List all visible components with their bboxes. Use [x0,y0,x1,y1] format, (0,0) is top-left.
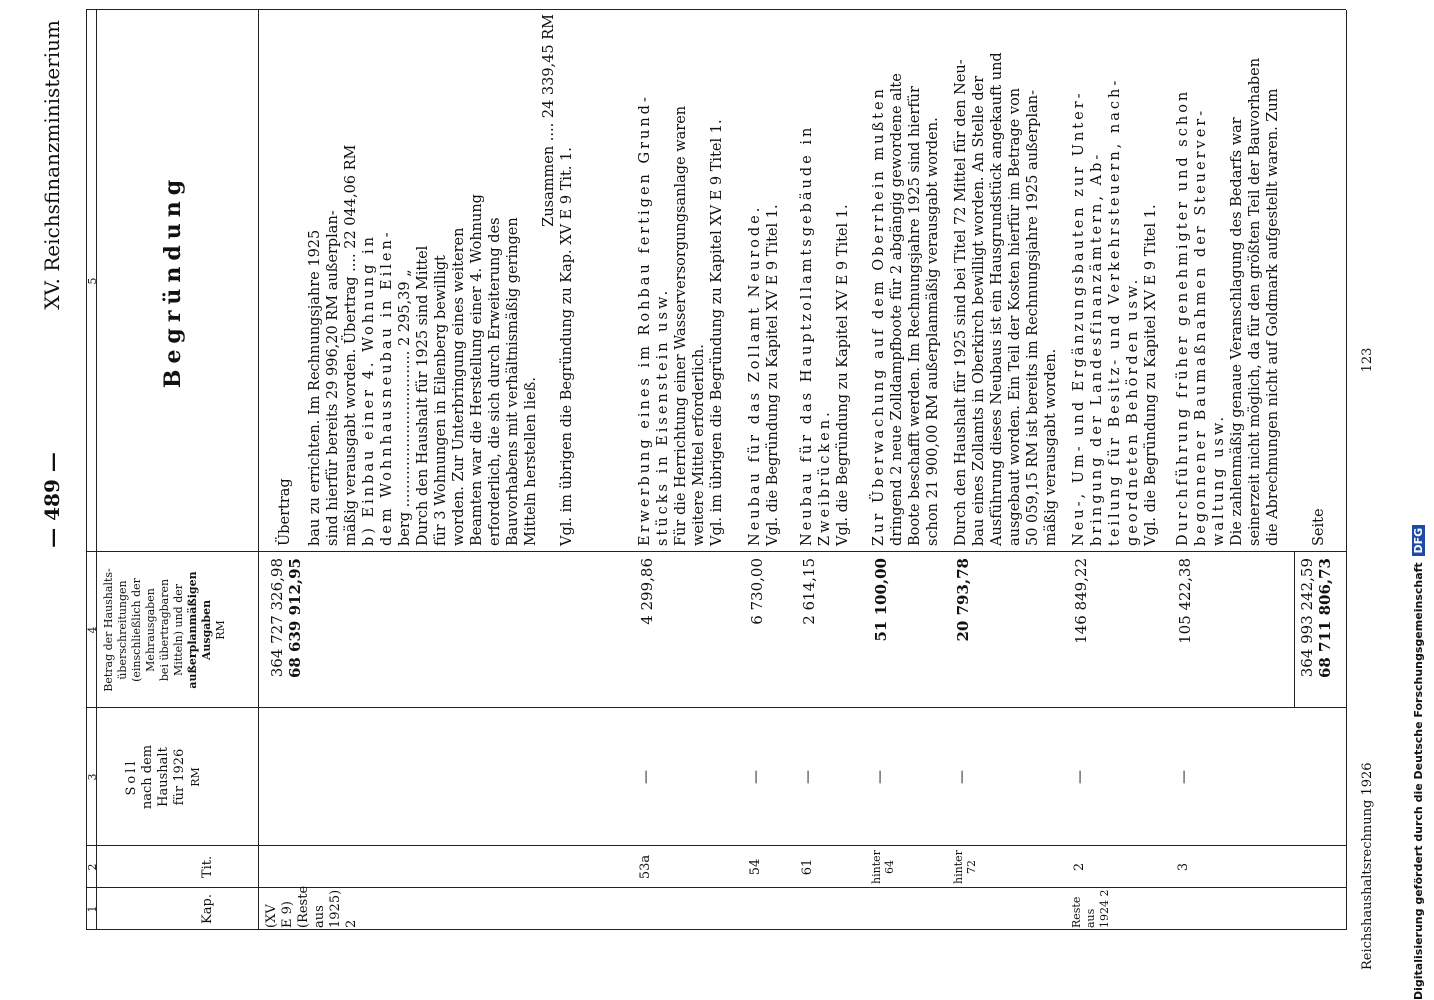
ministry-heading: XV. Reichsfinanzministerium [40,20,64,310]
row-line: b) Einbau einer 4. Wohnung in [361,234,377,546]
row-tit: 61 [800,858,815,876]
row-soll: — [872,770,888,784]
bottom-rule [1346,10,1347,930]
row-line: Neubau für das Zollamt Neurode. [747,204,763,546]
row-line: ausgebaut worden. Ein Teil der Kosten hierfür im Betrage von [1007,87,1023,546]
row-line: Vgl. im übrigen die Begründung zu Kapitel XV E 9 Titel 1. [709,119,725,546]
row-line: Vgl. die Begründung zu Kapitel XV E 9 Titel 1. [835,204,851,546]
row-line: stücks in Eisenstein usw. [655,287,671,546]
row-amount: 146 849,22 [1072,558,1090,644]
row-line: geordneten Behörden usw. [1125,276,1141,546]
row-line: Durch den Haushalt für 1925 sind Mittel [415,245,431,546]
header-betrag-line: Betrag der Haushalts- [102,568,115,692]
total-amount-1: 364 993 242,59 [1298,558,1316,678]
header-soll [124,708,204,846]
row-line: erforderlich, die sich durch Erweiterung des [487,217,503,546]
row-line: Durch den Haushalt für 1925 sind bei Titel 72 Mittel für den Neu- [953,59,969,546]
header-betrag-line: bei übertragbaren [158,578,171,682]
row-soll: — [1072,770,1088,784]
col-divider [86,9,1346,10]
row-soll: — [800,770,816,784]
carry-kap-line: 2 [344,919,359,928]
row-soll: — [1176,770,1192,784]
row-line: Erwerbung eines im Rohbau fertigen Grund- [637,94,653,546]
row-line: Zusammen .... 24 339,45 RM [541,14,557,227]
row-line: die Abrechnungen nicht auf Goldmark aufgestellt waren. Zum [1265,88,1281,546]
row-line: mäßig verausgabt worden. [1043,348,1059,546]
row-line: Vgl. im übrigen die Begründung zu Kap. XV E 9 Tit. 1. [559,147,575,546]
row-line: Zweibrücken. [817,409,833,546]
row-line: Vgl. die Begründung zu Kapitel XV E 9 Titel 1. [1143,204,1159,546]
header-betrag-line: Ausgaben [200,599,213,661]
row-line: begonnener Baumaßnahmen der Steuerver- [1193,107,1209,546]
footer-page: 123 [1360,347,1375,373]
header-kap: Kap. [200,894,215,924]
digitization-credit [1408,0,1434,1000]
header-betrag-line: (einschließlich der [130,578,143,682]
row-line: Für die Herrichtung einer Wasserversorgungsanlage waren [673,105,689,546]
row-line: schon 21 900,00 RM außerplanmäßig verausgabt worden. [925,117,941,546]
header-betrag-line: Mitteln) und der [172,583,185,677]
col-divider [86,551,1346,552]
col-number: 5 [86,277,99,285]
carry-kap-line: E 9) [280,901,295,928]
row-text [1174,14,1282,546]
row-amount: 6 730,00 [748,558,766,625]
row-amount: 4 299,86 [638,558,656,625]
row-line: bau eines Zollamts in Oberkirch bewilligt worden. An Stelle der [971,75,987,546]
row-line: mäßig verausgabt worden. Übertrag .... 22 044,06 RM [343,144,359,546]
row-line: worden. Zur Unterbringung eines weiteren [451,227,467,546]
row-soll: — [748,770,764,784]
row-soll: — [638,770,654,784]
row-text [306,14,576,546]
row-line: sind hierfür bereits 29 996,20 RM außerplan- [325,210,341,546]
header-begruendung: Begründung [160,173,186,389]
row-tit: 2 [1072,862,1087,872]
carry-kap-line: (XV [264,904,279,928]
col-number: 2 [86,863,99,871]
carry-amount-1: 364 727 326,98 [268,558,286,678]
row-line: weitere Mittel erforderlich. [691,344,707,546]
row-line: dem Wohnhausneubau in Eilen- [379,229,395,546]
row-soll: — [954,770,970,784]
header-soll-line: nach dem [140,744,155,810]
row-line: Ausführung dieses Neubaus ist ein Hausgrundstück angekauft und [989,52,1005,546]
header-betrag [102,552,228,708]
carry-kap-line: aus 1925) [312,889,343,928]
row-text [636,14,726,546]
row-line: Neubau für das Hauptzollamtsgebäude in [799,124,815,546]
header-soll-line: für 1926 [172,748,187,806]
row-text [1070,14,1160,546]
credit-text: Digitalisierung gefördert durch die Deutsche Forschungsgemeinschaft [1412,562,1425,1000]
row-text [952,14,1060,546]
row-tit: hinter 72 [952,850,978,884]
row-text [870,14,942,546]
row-text [798,14,852,546]
header-soll-line: Haushalt [156,747,171,807]
page-number: — 489 — [40,452,64,548]
carry-amount-2: 68 639 912,95 [286,558,304,679]
row-amount: 51 100,00 [872,558,890,642]
header-betrag-line: außerplanmäßigen [186,571,199,689]
header-bottom-rule [258,10,259,930]
header-betrag-line: RM [214,620,227,640]
dfg-badge: DFG [1412,525,1425,557]
col-number: 3 [86,773,99,781]
row-line: berg .................................. 2 295,39 „ [397,269,413,546]
row-line: Bauvorhabens mit verhältnismäßig geringen [505,217,521,546]
row-tit: hinter 64 [870,850,896,884]
col-number: 1 [86,905,99,913]
header-soll-line: RM [189,767,202,787]
row-line: Boote beschafft werden. Im Rechnungsjahre 1925 sind hierfür [907,86,923,546]
footer-left: Reichshaushaltsrechnung 1926 [1360,762,1375,970]
col-number: 4 [86,626,99,634]
row-line: Die zahlenmäßig genaue Veranschlagung des Bedarfs war [1229,117,1245,546]
row-amount: 2 614,15 [800,558,818,625]
row-line: Mitteln herstellen ließ. [523,377,539,546]
row-amount: 20 793,78 [954,558,972,642]
header-betrag-line: überschreitungen [116,580,129,680]
row-tit: 54 [748,858,763,876]
header-soll-line: Soll [124,758,139,796]
row-amount: 105 422,38 [1176,558,1194,644]
row-text [746,14,782,546]
digitization-credit-text [1412,0,1434,1000]
row-line: für 3 Wohnungen in Eilenberg bewilligt [433,255,449,546]
row-line: 50 059,15 RM ist bereits im Rechnungsjahre 1925 außerplan- [1025,90,1041,546]
header-betrag-line: Mehrausgaben [144,588,157,672]
carry-kap-line: (Reste [296,885,311,928]
row-tit: 53a [638,854,653,880]
col-divider [86,845,1346,846]
row-line: Beamten war die Herstellung einer 4. Wohnung [469,194,485,546]
row-line: teilung für Besitz- und Verkehrsteuern, nach- [1107,77,1123,546]
row-kap: Reste aus 1924 2 [1070,889,1111,928]
row-line: bau zu errichten. Im Rechnungsjahre 1925 [307,229,323,546]
row-line: seinerzeit nicht möglich, da für den größten Teil der Bauvorhaben [1247,57,1263,546]
row-line: waltung usw. [1211,413,1227,546]
row-line: bringung der Landesfinanzämtern, Ab- [1089,151,1105,546]
col-divider [86,929,1346,930]
row-line: Durchführung früher genehmigter und schon [1175,88,1191,546]
total-rule [1294,552,1295,708]
total-amount-2: 68 711 806,73 [1316,558,1334,679]
row-tit: 3 [1176,862,1191,872]
header-tit: Tit. [200,855,215,879]
row-line: Vgl. die Begründung zu Kapitel XV E 9 Titel 1. [765,204,781,546]
row-line: dringend 2 neue Zolldampfboote für 2 abgängig gewordene alte [889,73,905,546]
carry-uebertrag: Übertrag [277,478,293,546]
carry-kap-block [264,885,360,928]
row-line: Zur Überwachung auf dem Oberrhein mußten [871,86,887,546]
row-line: Neu-, Um- und Ergänzungsbauten zur Unter- [1071,90,1087,546]
total-seite: Seite [1311,508,1327,546]
